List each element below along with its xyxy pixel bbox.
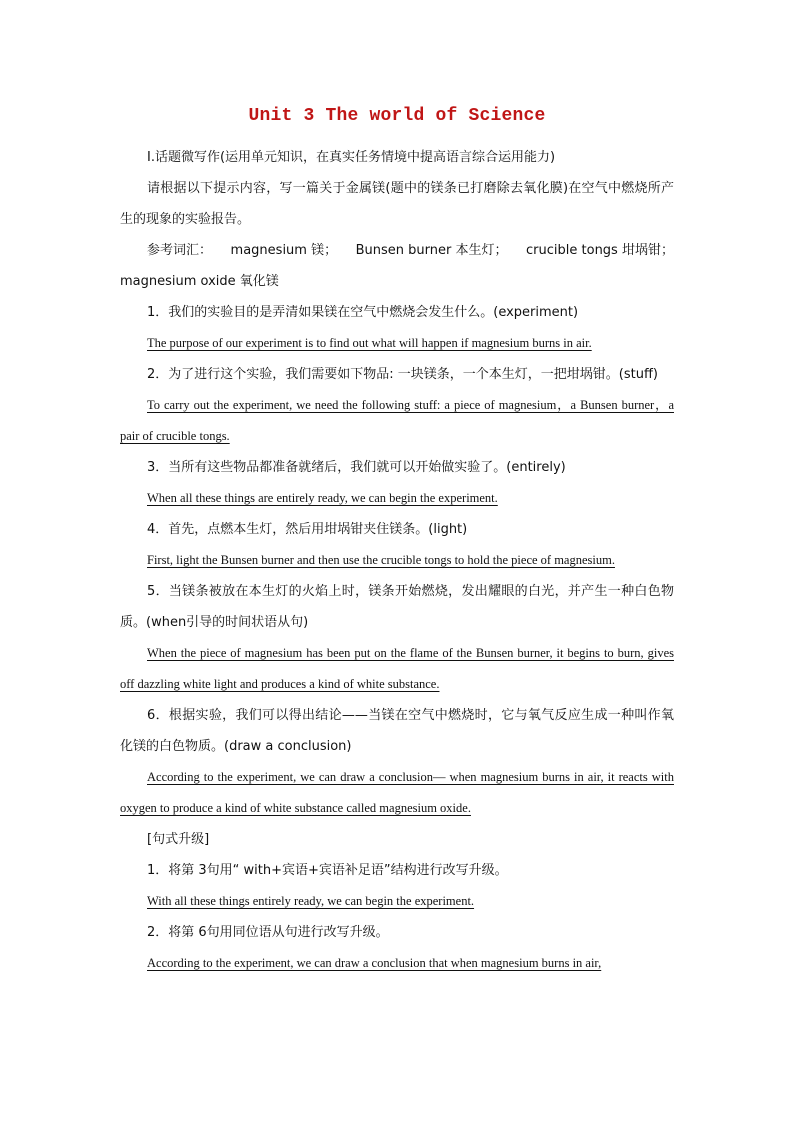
document-body [120, 142, 674, 979]
item-prompt: 5．当镁条被放在本生灯的火焰上时，镁条开始燃烧，发出耀眼的白光，并产生一种白色物质。(when引导的时间状语从句) [120, 584, 674, 630]
vocab-item: Bunsen burner 本生灯； [355, 243, 508, 258]
section-heading: Ⅰ.话题微写作(运用单元知识，在真实任务情境中提高语言综合运用能力) [147, 150, 556, 165]
item-prompt: 3．当所有这些物品都准备就绪后，我们就可以开始做实验了。(entirely) [147, 460, 566, 475]
item-answer: First, light the Bunsen burner and then use the crucible tongs to hold the piece of magnesium. [147, 553, 615, 567]
item-prompt: 4．首先，点燃本生灯，然后用坩埚钳夹住镁条。(light) [147, 522, 468, 537]
upgrade-prompt: 1．将第 3句用“ with+宾语+宾语补足语”结构进行改写升级。 [147, 863, 508, 878]
item-answer: The purpose of our experiment is to find out what will happen if magnesium burns in air. [147, 336, 592, 350]
vocab-line [120, 235, 674, 266]
item-answer: When the piece of magnesium has been put on the flame of the Bunsen burner, it begins to burn, gives off dazzling white light and produces a kind of white substance. [120, 646, 674, 691]
task-prompt: 请根据以下提示内容，写一篇关于金属镁(题中的镁条已打磨除去氧化膜)在空气中燃烧所产生的现象的实验报告。 [120, 181, 674, 227]
item-answer: To carry out the experiment, we need the following stuff: a piece of magnesium，a Bunsen burner，a pair of crucible tongs. [120, 398, 674, 443]
upgrade-heading: [句式升级] [147, 832, 210, 847]
item-prompt: 2．为了进行这个实验，我们需要如下物品: 一块镁条，一个本生灯，一把坩埚钳。(stuff) [147, 367, 658, 382]
item-prompt: 6．根据实验，我们可以得出结论——当镁在空气中燃烧时，它与氧气反应生成一种叫作氧化镁的白色物质。(draw a conclusion) [120, 708, 674, 754]
item-answer: When all these things are entirely ready, we can begin the experiment. [147, 491, 498, 505]
upgrade-prompt: 2．将第 6句用同位语从句进行改写升级。 [147, 925, 389, 940]
vocab-item: magnesium oxide 氧化镁 [120, 274, 279, 289]
vocab-item: crucible tongs 坩埚钳； [526, 243, 674, 258]
item-answer: According to the experiment, we can draw a conclusion— when magnesium burns in air, it reacts with oxygen to produce a kind of white substance called magnesium oxide. [120, 770, 674, 815]
vocab-label: 参考词汇： [147, 243, 213, 258]
page-title: Unit 3 The world of Science [248, 106, 546, 126]
vocab-item: magnesium 镁； [230, 243, 338, 258]
upgrade-answer: With all these things entirely ready, we can begin the experiment. [147, 894, 475, 908]
item-prompt: 1．我们的实验目的是弄清如果镁在空气中燃烧会发生什么。(experiment) [147, 305, 579, 320]
upgrade-answer: According to the experiment, we can draw a conclusion that when magnesium burns in air, [147, 956, 602, 970]
